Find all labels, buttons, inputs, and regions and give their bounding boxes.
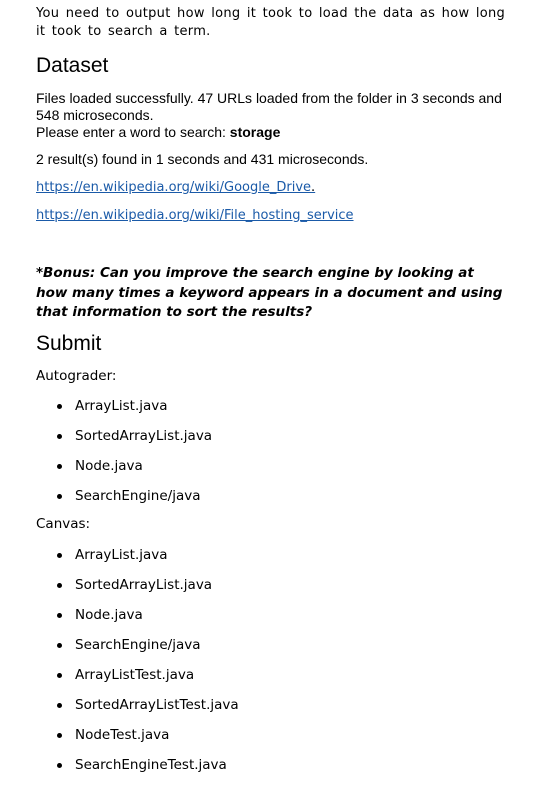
- bullet-icon: [57, 643, 62, 648]
- autograder-label: Autograder:: [36, 368, 117, 384]
- list-item: [36, 636, 239, 666]
- search-term: storage: [229, 124, 281, 140]
- load-result-text: Files loaded successfully. 47 URLs loaded from the folder in 3 seconds and 548 microseconds.: [36, 90, 502, 123]
- list-item: [36, 487, 212, 517]
- bonus-paragraph: *Bonus: Can you improve the search engine by looking at how many times a keyword appears in a document and using that information to sort the results?: [36, 265, 503, 320]
- bullet-icon: [57, 404, 62, 409]
- bullet-icon: [57, 733, 62, 738]
- file-name: Node.java: [75, 607, 143, 623]
- link-period: .: [311, 180, 316, 195]
- bullet-icon: [57, 763, 62, 768]
- search-prompt: [36, 124, 506, 141]
- bullet-icon: [57, 673, 62, 678]
- list-item: [36, 546, 239, 576]
- list-item: [36, 696, 239, 726]
- bullet-icon: [57, 434, 62, 439]
- dataset-heading: Dataset: [36, 54, 109, 77]
- canvas-file-list: [36, 546, 239, 786]
- canvas-label: Canvas:: [36, 516, 91, 532]
- bullet-icon: [57, 583, 62, 588]
- list-item: [36, 576, 239, 606]
- file-name: NodeTest.java: [75, 727, 170, 743]
- intro-paragraph: You need to output how long it took to load the data as how long it took to search a term.: [36, 6, 506, 39]
- list-item: [36, 427, 212, 457]
- result-link-file-hosting[interactable]: https://en.wikipedia.org/wiki/File_hosting_service: [36, 208, 354, 223]
- file-name: ArrayListTest.java: [75, 667, 195, 683]
- submit-heading: Submit: [36, 332, 102, 355]
- list-item: [36, 666, 239, 696]
- result-link-google-drive[interactable]: https://en.wikipedia.org/wiki/Google_Drive: [36, 180, 312, 195]
- bullet-icon: [57, 553, 62, 558]
- bullet-icon: [57, 613, 62, 618]
- file-name: SortedArrayListTest.java: [75, 697, 239, 713]
- bullet-icon: [57, 703, 62, 708]
- bullet-icon: [57, 464, 62, 469]
- file-name: SortedArrayList.java: [75, 577, 213, 593]
- result-link-google-drive-row: [36, 180, 315, 195]
- list-item: [36, 457, 212, 487]
- list-item: [36, 756, 239, 786]
- search-prompt-label: Please enter a word to search:: [36, 124, 226, 140]
- list-item: [36, 726, 239, 756]
- list-item: [36, 397, 212, 427]
- file-name: Node.java: [75, 458, 143, 474]
- autograder-file-list: [36, 397, 212, 517]
- file-name: SortedArrayList.java: [75, 428, 213, 444]
- search-result-summary: 2 result(s) found in 1 seconds and 431 microseconds.: [36, 151, 369, 167]
- bullet-icon: [57, 494, 62, 499]
- file-name: SearchEngine/java: [75, 637, 201, 653]
- file-name: ArrayList.java: [75, 398, 168, 414]
- file-name: SearchEngine/java: [75, 488, 201, 504]
- list-item: [36, 606, 239, 636]
- file-name: ArrayList.java: [75, 547, 168, 563]
- result-link-file-hosting-row: [36, 208, 354, 223]
- file-name: SearchEngineTest.java: [75, 757, 227, 773]
